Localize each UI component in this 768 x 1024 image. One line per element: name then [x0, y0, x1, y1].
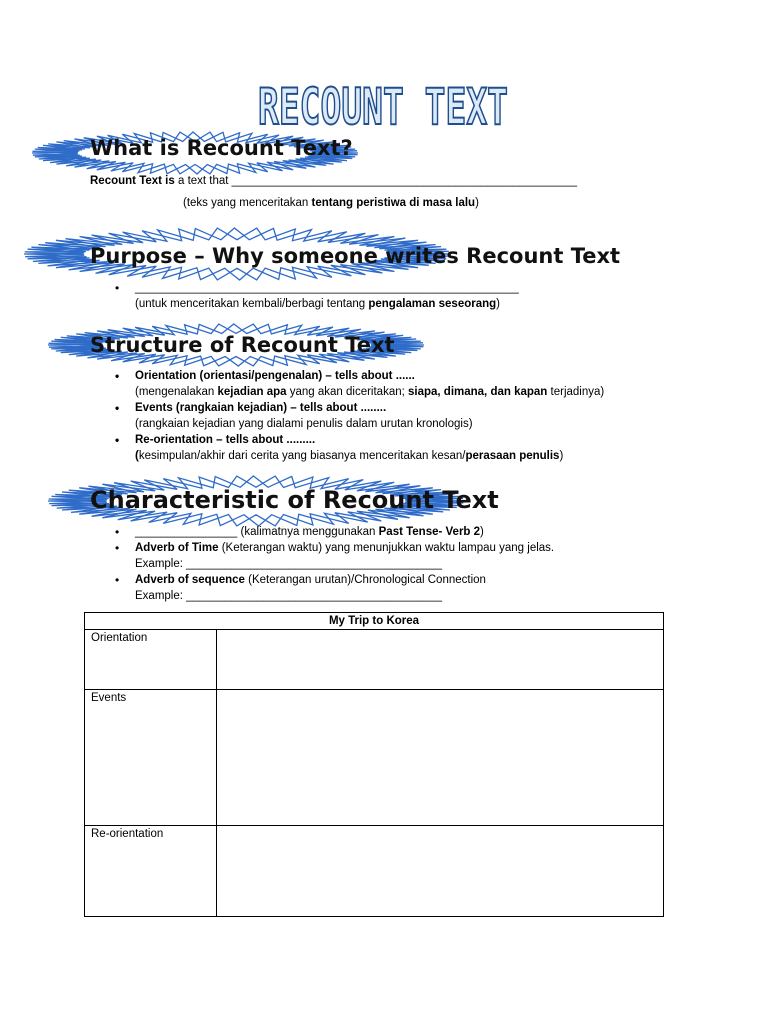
heading-what-is: What is Recount Text? — [90, 136, 353, 160]
note-text: (teks yang menceritakan — [183, 197, 312, 209]
trip-table-wrap — [84, 612, 664, 917]
purpose-list — [135, 280, 519, 312]
table-cell-orientation[interactable] — [217, 630, 664, 690]
desc-bold: ( — [135, 450, 139, 462]
purpose-blank: ____________________________________________________________ — [135, 282, 519, 294]
adverb-time-bold: Adverb of Time — [135, 542, 219, 554]
adverb-sequence-bold: Adverb of sequence — [135, 574, 245, 586]
heading-structure: Structure of Recount Text — [90, 333, 395, 357]
table-row-label-orientation: Orientation — [85, 630, 217, 690]
desc-bold: siapa, dimana, dan kapan — [408, 386, 548, 398]
desc-text: yang akan diceritakan; — [286, 386, 408, 398]
desc-text: kesimpulan/akhir dari cerita yang biasanya menceritakan kesan/ — [138, 450, 466, 462]
desc-bold: kejadian apa — [217, 386, 287, 398]
tense-text: (kalimatnya menggunakan — [237, 526, 379, 538]
table-row-label-reorientation: Re-orientation — [85, 826, 217, 917]
table-cell-events[interactable] — [217, 690, 664, 826]
definition-line — [90, 173, 577, 189]
structure-list — [135, 368, 604, 464]
adverb-sequence-text: (Keterangan urutan)/Chronological Connection — [244, 574, 486, 586]
desc-bold: perasaan penulis — [465, 450, 560, 462]
characteristic-list — [135, 524, 554, 604]
characteristic-item-tense — [135, 524, 554, 540]
note-text-end: ) — [475, 197, 479, 209]
trip-table — [84, 612, 664, 917]
desc-text: (mengenalakan — [135, 386, 218, 398]
heading-characteristic: Characteristic of Recount Text — [90, 486, 499, 514]
structure-item-orientation: • Orientation (orientasi/pengenalan) – tells about ...... — [135, 368, 604, 384]
example-adverb-sequence: Example: ________________________________________ — [135, 590, 442, 602]
purpose-blank-item — [135, 280, 519, 296]
purpose-note — [135, 296, 519, 312]
adverb-time-text: (Keterangan waktu) yang menunjukkan waktu lampau yang jelas. — [218, 542, 555, 554]
page-title — [248, 72, 518, 134]
tense-bold: Past Tense- Verb 2 — [378, 526, 481, 538]
definition-bold: Recount Text is — [90, 175, 175, 187]
heading-purpose: Purpose – Why someone writes Recount Text — [90, 244, 621, 268]
structure-desc-events: (rangkaian kejadian yang dialami penulis dalam urutan kronologis) — [135, 418, 473, 430]
characteristic-item-adverb-sequence — [135, 572, 554, 588]
desc-text: terjadinya) — [547, 386, 605, 398]
desc-text: ) — [559, 450, 564, 462]
definition-rest: a text that ______________________________________________________ — [174, 175, 578, 187]
structure-desc-reorientation — [135, 448, 604, 464]
structure-item-reorientation: • Re-orientation – tells about ......... — [135, 432, 604, 448]
example-adverb-time: Example: ________________________________________ — [135, 558, 442, 570]
table-cell-reorientation[interactable] — [217, 826, 664, 917]
structure-item-events: • Events (rangkaian kejadian) – tells about ........ — [135, 400, 604, 416]
note-text-end: ) — [496, 298, 501, 310]
note-bold: pengalaman seseorang — [368, 298, 497, 310]
table-title: My Trip to Korea — [85, 613, 664, 630]
title-text: RECOUNT TEXT — [258, 78, 508, 136]
definition-note — [183, 195, 479, 211]
characteristic-item-adverb-time — [135, 540, 554, 556]
note-text: (untuk menceritakan kembali/berbagi tentang — [135, 298, 369, 310]
note-bold: tentang peristiwa di masa lalu — [311, 197, 476, 209]
tense-blank: ________________ — [135, 526, 238, 538]
structure-desc-orientation — [135, 384, 604, 400]
tense-text-end: ) — [480, 526, 484, 538]
table-row-label-events: Events — [85, 690, 217, 826]
